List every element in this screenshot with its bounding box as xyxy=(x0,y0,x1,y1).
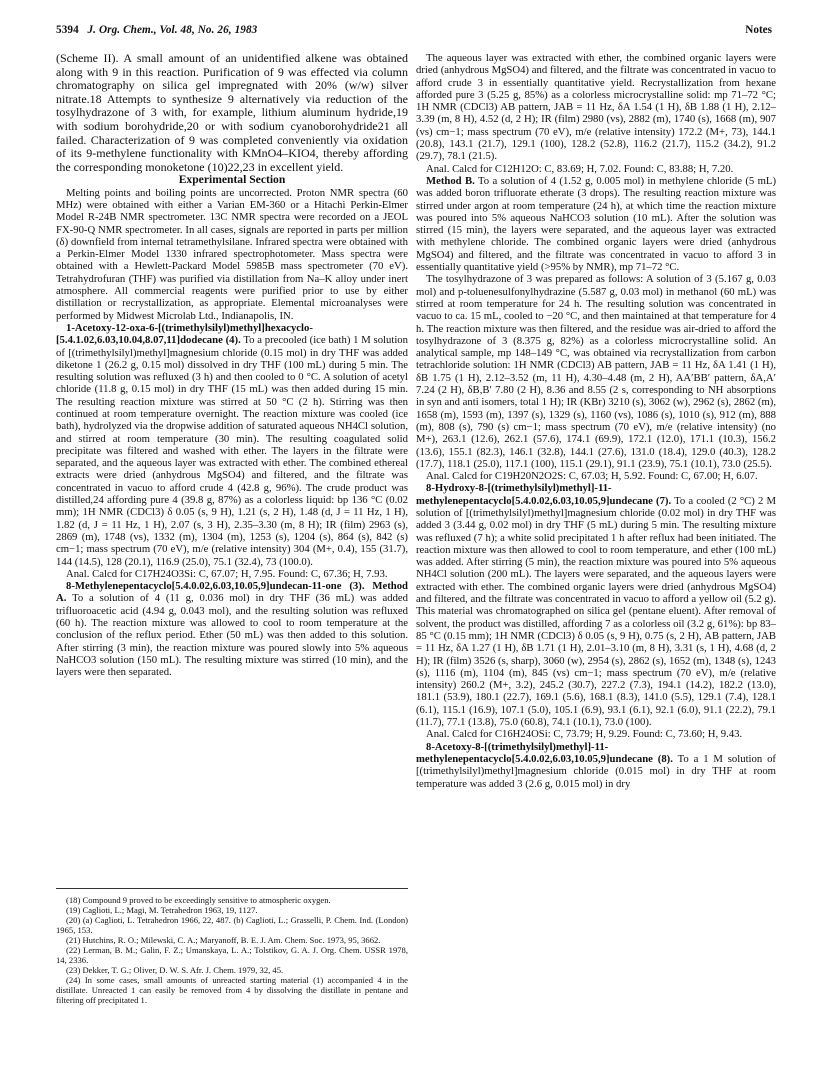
journal-citation: J. Org. Chem., Vol. 48, No. 26, 1983 xyxy=(87,24,258,36)
compound-7-analysis: Anal. Calcd for C16H24OSi: C, 73.79; H, 9.29. Found: C, 73.60; H, 9.43. xyxy=(426,728,743,741)
footnotes xyxy=(56,888,408,1005)
right-column xyxy=(416,52,776,790)
footnote-18: (18) Compound 9 proved to be exceedingly sensitive to atmospheric oxygen. xyxy=(66,895,331,905)
footnote-20: (20) (a) Caglioti, L. Tetrahedron 1966, 22, 487. (b) Caglioti, L.; Grasselli, P. Chem. Ind. (London) 1965, 153. xyxy=(56,915,408,935)
compound-7-procedure: To a cooled (2 °C) 2 M solution of [(trimethylsilyl)methyl]magnesium chloride (0.02 mol) in dry THF was added 3 (3.44 g, 0.02 mol) in dry THF (5 mL) during 5 min. The resulting mixture was refluxed (7 h); a white solid precipitated 1 h after reflux had been initiated. The reaction mixture was then allowed to cool to room temperature, and ether (100 mL) was added. After stirring (5 min), the reaction mixture was poured into 5% aqueous NH4Cl solution (200 mL). The layers were separated, and the aqueous layers were extracted with ether. The combined organic layers were dried (anhydrous MgSO4) and filtered, and the filtrate was concentrated in vacuo to afford a yellow oil (5.2 g). This material was chromatographed on silica gel (pentane eluent). After removal of solvent, the product was distilled, affording 7 as a colorless oil (3.2 g, 61%): bp 83–85 °C (0.15 mm); 1H NMR (CDCl3) δ 0.05 (s, 9 H), 0.75 (s, 2 H), AB pattern, JAB = 11 Hz, δA 1.27 (1 H), δB 1.71 (1 H), 2.01–3.10 (m, 8 H), 3.31 (s, 1 H), 4.68 (d, 2 H); IR (film) 3526 (s, sharp), 3060 (w), 2954 (s), 2862 (s), 1652 (m), 1348 (s), 1243 (s), 1116 (m), 1104 (m), 845 (vs) cm−1; mass spectrum (70 eV), m/e (relative intensity) 260.2 (M+, 3.2), 245.2 (30.7), 227.2 (7.3), 194.1 (14.2), 182.2 (13.0), 181.1 (53.9), 180.1 (22.7), 169.1 (5.6), 168.1 (8.3), 141.0 (5.5), 129.1 (7.4), 128.1 (6.1), 115.1 (16.9), 107.1 (5.0), 105.1 (6.9), 93.1 (6.1), 92.1 (6.0), 91.1 (22.2), 79.1 (11.7), 77.1 (13.8), 75.0 (60.8), 74.1 (10.1), 73.0 (100). xyxy=(416,494,776,729)
compound-4-title: 1-Acetoxy-12-oxa-6-[(trimethylsilyl)methyl]hexacyclo-[5.4.1.02,6.03,10.04,8.07,11]dodecane (4). xyxy=(56,321,313,347)
compound-3-procedure: To a solution of 4 (11 g, 0.036 mol) in dry THF (36 mL) was added trifluoroacetic acid (4.94 g, 0.043 mol), and the resulting solution was refluxed (60 h). The reaction mixture was allowed to cool to room temperature at the conclusion of the reflux period. Ether (50 mL) was then added to this solution. After stirring (3 min), the reaction mixture was poured slowly into 5% aqueous NaHCO3 solution (150 mL). The resulting mixture was stirred (10 min), and the layers were then separated. xyxy=(56,592,408,679)
method-a-continuation: The aqueous layer was extracted with ether, the combined organic layers were dried (anhydrous MgSO4) and filtered, and the filtrate was concentrated in vacuo to afford crude 3 in essentially quantitative yield. Recrystallization from hexane afforded pure 3 (5.25 g, 85%) as a colorless microcrystalline solid: mp 71–72 °C; 1H NMR (CDCl3) AB pattern, JAB = 11 Hz, δA 1.54 (1 H), δB 1.88 (1 H), 2.12–3.39 (m, 8 H), 4.52 (d, 2 H); IR (film) 2980 (vs), 2882 (m), 1740 (s), 1668 (m), 907 (vs) cm−1; mass spectrum (70 eV), m/e (relative intensity) 172.2 (M+, 73), 144.1 (20.8), 143.1 (21.7), 129.1 (100), 128.2 (52.8), 116.2 (21.7), 115.2 (34.2), 91.2 (29.7), 78.1 (21.5). xyxy=(416,52,776,163)
footnote-24: (24) In some cases, small amounts of unreacted starting material (1) accompanied 4 in the distillate. Unreacted 1 can easily be removed from 4 by dissolving the distillate in pentane and filtering off precipitated 1. xyxy=(56,975,408,1005)
compound-4-paragraph xyxy=(56,322,408,568)
footnote-rule xyxy=(56,888,408,889)
method-b-title: Method B. xyxy=(426,174,475,187)
method-b-procedure: To a solution of 4 (1.52 g, 0.005 mol) in methylene chloride (5 mL) was added boron trifluorate etherate (3 drops). The resulting reaction mixture was stirred under argon at room temperature (24 h), at which time the reaction mixture was poured into 5% aqueous NaHCO3 solution (10 mL). After the solution was stirred (15 min), the layers were separated, and the aqueous layer was extracted with methylene chloride. The combined organic layers were dried (anhydrous MgSO4) and filtered, and the filtrate was concentrated in vacuo to afford 3 in essentially quantitative yield (>95% by NMR), mp 71–72 °C. xyxy=(416,174,777,274)
compound-4-procedure: To a precooled (ice bath) 1 M solution of [(trimethylsilyl)methyl]magnesium chloride (0.15 mol) in dry THF was added diketone 1 (26.2 g, 0.15 mol) dissolved in dry THF (100 mL) during 5 min. The resulting solution was refluxed (3 h) and then cooled to 0 °C. A solution of acetyl chloride (11.8 g, 0.15 mol) in dry THF (15 mL) was then added during 15 min. The resulting reaction mixture was stirred at 50 °C (2 h). Stirring was then continued at room temperature overnight. The reaction mixture was cooled (ice bath), hydrolyzed via the dropwise addition of saturated aqueous NH4Cl solution, and stirred at room temperature (30 min). The resulting coagulated solid precipitate was filtered and washed with ether. The layers in the filtrate were separated, and the aqueous layer was extracted with ether. The combined ethereal extracts were dried (anhydrous MgSO4) and filtered, and the filtrate was concentrated in vacuo to afford crude 4 (42.8 g, 96%). The crude product was distilled,24 affording pure 4 (39.8 g, 87%) as a colorless liquid: bp 136 °C (0.02 mm); 1H NMR (CDCl3) δ 0.05 (s, 9 H), 1.21 (s, 2 H), 1.48 (d, J = 11 Hz, 1 H), 1.82 (d, J = 11 Hz, 1 H), 2.07 (s, 3 H), 2.35–3.30 (m, 8 H); IR (film) 2963 (s), 2869 (m), 1748 (vs), 1332 (m), 1304 (m), 1253 (s), 1204 (s), 864 (s), 842 (s) cm−1; mass spectrum (70 eV), m/e (relative intensity) 304 (M+, 0.4), 155 (31.7), 144 (14.5), 128 (20.1), 116.9 (25.0), 75.1 (32.4), 73 (100.0). xyxy=(56,334,408,568)
tosylhydrazone-paragraph: The tosylhydrazone of 3 was prepared as follows: A solution of 3 (5.167 g, 0.03 mol) and p-toluenesulfonylhydrazine (5.587 g, 0.03 mol) in methanol (60 mL) was stirred at room temperature for 24 h. The resulting solution was concentrated in vacuo to ca. 15 mL, cooled to −20 °C, and then maintained at that temperature for 4 h. The reaction mixture was then filtered, and the residue was air-dried to afford the tosylhydrazone of 3 (8.375 g, 82%) as a colorless microcrystalline solid. An analytical sample, mp 148–149 °C, was obtained via recrystallization from carbon tetrachloride solution: 1H NMR (CDCl3) AB pattern, JAB = 11 Hz, δA 1.41 (1 H), δB 1.75 (1 H), 2.12–3.52 (m, 11 H), 4.30–4.48 (m, 2 H), AA′BB′ pattern, δA,A′ 7.24 (2 H), δB,B′ 7.80 (2 H), 8.36 and 8.55 (2 s, corresponding to NH absorptions in syn and anti isomers, total 1 H); IR (KBr) 3210 (s), 3062 (w), 2962 (s), 2862 (m), 1658 (m), 1593 (m), 1397 (s), 1329 (s), 1160 (vs), 1086 (s), 1010 (s), 912 (m), 888 (m), 808 (s), 790 (s) cm−1; mass spectrum (70 eV), m/e (relative intensity) (no M+), 263.1 (12.6), 262.1 (57.6), 174.1 (69.9), 172.1 (12.0), 171.1 (10.3), 156.2 (13.6), 155.1 (82.3), 146.1 (32.8), 144.1 (27.6), 131.0 (18.4), 129.0 (40.3), 128.2 (17.7), 118.1 (25.0), 117.1 (100), 115.1 (29.1), 91.1 (23.9), 75.1 (10.1), 73.0 (25.5). xyxy=(416,273,776,470)
compound-7-title: 8-Hydroxy-8-[(trimethylsilyl)methyl]-11-methylenepentacyclo[5.4.0.02,6.03,10.05,9]undecane (7). xyxy=(416,482,672,507)
compound-8-paragraph xyxy=(416,741,776,790)
compound-8-title: 8-Acetoxy-8-[(trimethylsilyl)methyl]-11-methylenepentacyclo[5.4.0.02,6.03,10.05,9]undecane (8). xyxy=(416,740,673,765)
compound-3-title: 8-Methylenepentacyclo[5.4.0.02,6.03,10.05,9]undecan-11-one (3). Method A. xyxy=(56,580,408,605)
footnote-19: (19) Caglioti, L.; Magi, M. Tetrahedron 1963, 19, 1127. xyxy=(66,905,258,915)
experimental-section-heading: Experimental Section xyxy=(178,173,286,187)
intro-paragraph: (Scheme II). A small amount of an unidentified alkene was obtained along with 9 in this reaction. Purification of 9 was effected via column chromatography on silica gel impregnated with 20% (w/w) silver nitrate.18 Attempts to synthesize 9 alternatively via reduction of the tosylhydrazone of 3 with, for example, lithium aluminum hydride,19 with sodium borohydride,20 or with sodium cyanoborohydride21 all failed. Characterization of 9 was completed conveniently via oxidation of its 9-methylene functionality with KMnO4–KIO4, thereby affording the corresponding monoketone (10)22,23 in excellent yield. xyxy=(56,51,408,174)
method-b-paragraph xyxy=(416,175,776,273)
compound-8-procedure: To a 1 M solution of [(trimethylsilyl)methyl]magnesium chloride (0.015 mol) in dry THF at room temperature was added 3 (2.6 g, 0.015 mol) in dry xyxy=(416,752,776,790)
footnote-23: (23) Dekker, T. G.; Oliver, D. W. S. Afr. J. Chem. 1979, 32, 45. xyxy=(66,965,284,975)
section-label: Notes xyxy=(745,24,772,36)
tosylhydrazone-analysis: Anal. Calcd for C19H20N2O2S: C, 67.03; H, 5.92. Found: C, 67.00; H, 6.07. xyxy=(426,470,758,483)
footnote-22: (22) Lerman, B. M.; Galin, F. Z.; Umanskaya, L. A.; Tolstikov, G. A. J. Org. Chem. USSR 1978, 14, 2336. xyxy=(56,945,408,965)
compound-4-analysis: Anal. Calcd for C17H24O3Si: C, 67.07; H, 7.95. Found: C, 67.36; H, 7.93. xyxy=(66,567,388,580)
left-column xyxy=(56,52,408,679)
running-header xyxy=(56,24,772,42)
header-left xyxy=(56,24,257,36)
method-a-analysis: Anal. Calcd for C12H12O: C, 83.69; H, 7.02. Found: C, 83.88; H, 7.20. xyxy=(426,162,734,175)
footnote-21: (21) Hutchins, R. O.; Milewski, C. A.; Maryanoff, B. E. J. Am. Chem. Soc. 1973, 95, 3662. xyxy=(66,935,381,945)
general-methods-paragraph: Melting points and boiling points are uncorrected. Proton NMR spectra (60 MHz) were obtained with either a Varian EM-360 or a Hitachi Perkin-Elmer Model R-24B NMR spectrometer. 13C NMR spectra were recorded on a JEOL FX-90-Q NMR spectrometer. In all cases, signals are reported in parts per million (δ) downfield from internal tetramethylsilane. Infrared spectra were obtained with a Perkin-Elmer Model 1330 infrared spectrophotometer. Mass spectra were obtained with a Hewlett-Packard Model 5985B mass spectrometer (70 eV). Tetrahydrofuran (THF) was purified via distillation from Na–K alloy under inert atmosphere. All commercial reagents were purified prior to use by either distillation or recrystallization, as appropriate. Elemental microanalyses were performed by Midwest Microlab Ltd., Indianapolis, IN. xyxy=(56,186,408,322)
compound-3-paragraph xyxy=(56,580,408,678)
compound-7-paragraph xyxy=(416,482,776,728)
page-number: 5394 xyxy=(56,24,79,36)
